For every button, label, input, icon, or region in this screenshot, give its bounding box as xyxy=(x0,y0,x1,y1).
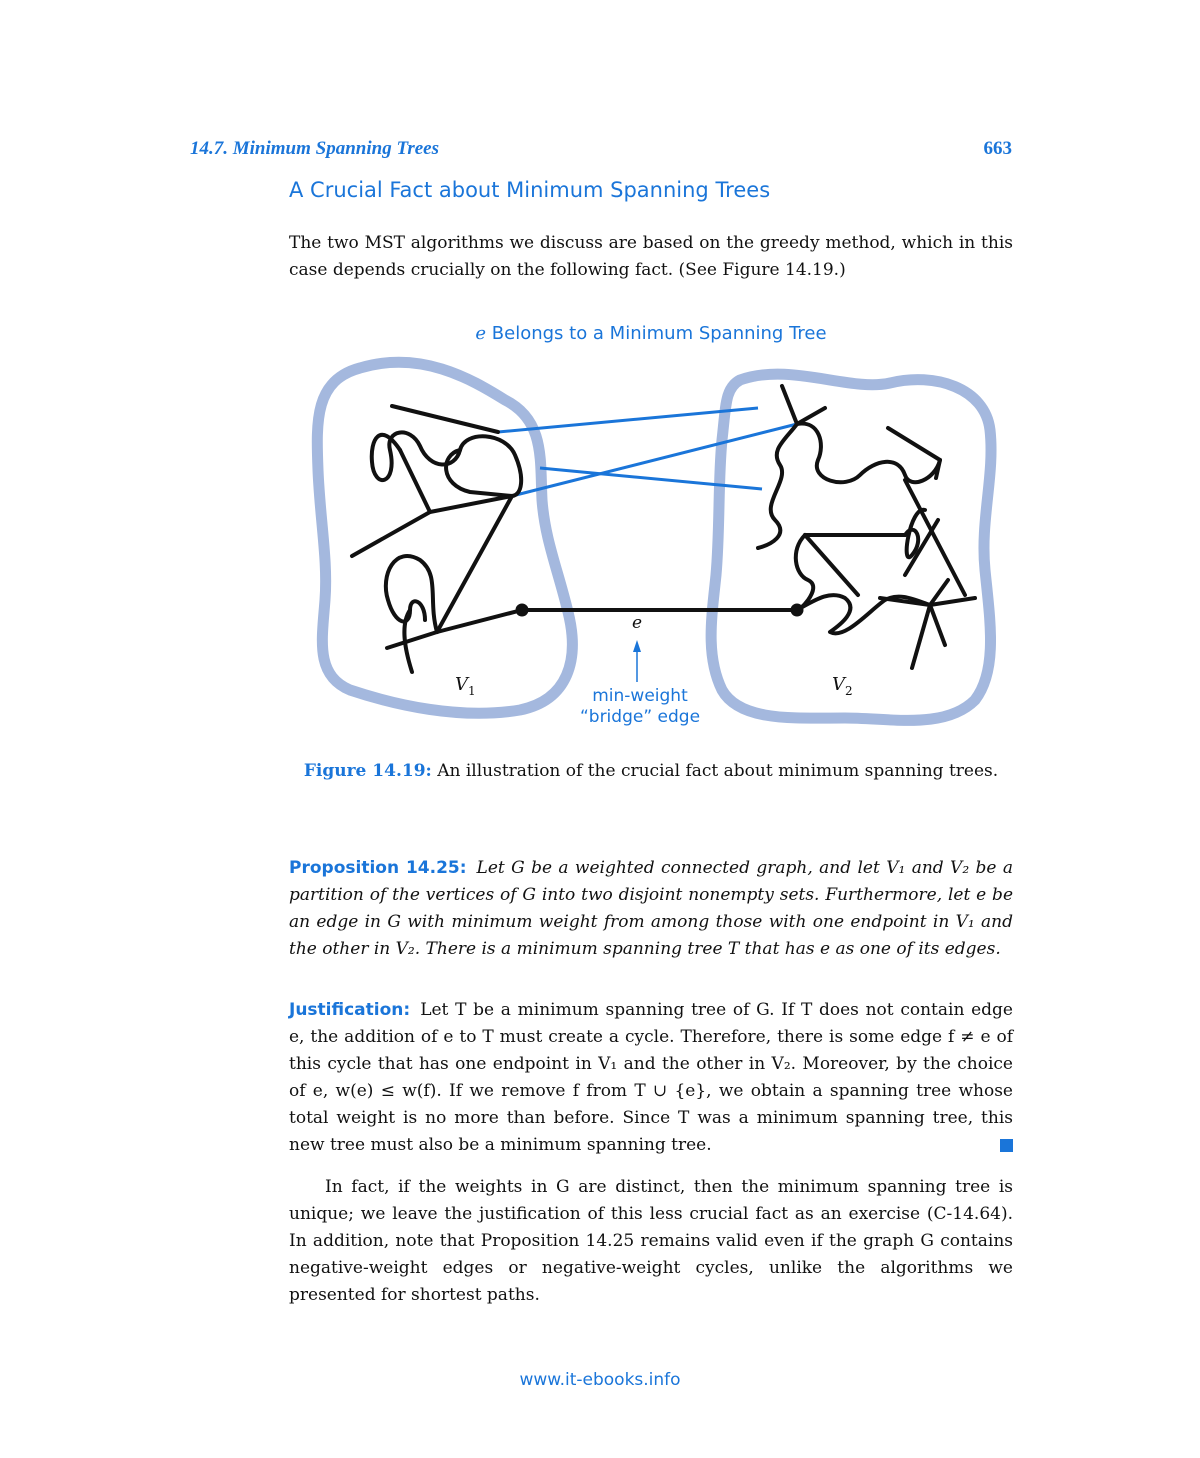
region-v2 xyxy=(711,374,991,720)
header-section: 14.7. Minimum Spanning Trees xyxy=(190,138,439,159)
section-title: A Crucial Fact about Minimum Spanning Trees xyxy=(289,178,771,202)
proposition xyxy=(289,855,1013,963)
justification-text: Let T be a minimum spanning tree of G. If T does not contain edge e, the addition of e to T must create a cycle. Therefore, there is some edge f ≠ e of this cycle that has one endpoint in V₁ and the other in V₂. Moreover, by the choice of e, w(e) ≤ w(f). If we remove f from T ∪ {e}, we obtain a spanning tree whose total weight is no more than before. Since T was a minimum spanning tree, this new tree must also be a minimum spanning tree. xyxy=(289,1000,1013,1155)
annotation-line1: min-weight xyxy=(592,686,688,706)
figure-caption xyxy=(289,761,1013,781)
annotation-line2: “bridge” edge xyxy=(579,707,701,727)
tree-edge xyxy=(400,450,430,512)
footer-link[interactable]: www.it-ebooks.info xyxy=(519,1370,681,1390)
page-number: 663 xyxy=(983,138,1012,159)
tree-edge xyxy=(782,386,825,424)
tree-edge xyxy=(905,480,965,595)
tree-edge xyxy=(758,424,797,548)
tree-edge xyxy=(437,496,512,632)
tree-edge xyxy=(797,424,940,483)
proposition-text: Let G be a weighted connected graph, and let V₁ and V₂ be a partition of the vertices of G into two disjoint nonempty sets. Furthermore, let e be an edge in G with minimum weight from among those with one endpoint in V₁ and the other in V₂. There is a minimum spanning tree T that has e as one of its edges. xyxy=(289,858,1013,959)
bridge-endpoint-v2 xyxy=(791,604,804,617)
caption-label: Figure 14.19: xyxy=(303,761,432,781)
tree-edge xyxy=(387,632,437,648)
figure-title-var: e xyxy=(475,323,487,344)
qed-square-icon xyxy=(1000,1139,1013,1152)
tree-edge xyxy=(437,610,522,632)
cross-edge xyxy=(540,468,762,489)
label-v2: $V_2$ xyxy=(832,674,853,698)
tree-edge xyxy=(392,406,498,432)
intro-paragraph: The two MST algorithms we discuss are based on the greedy method, which in this case depends crucially on the following fact. (See Figure 14.19.) xyxy=(289,233,1013,280)
tree-edge xyxy=(888,428,940,478)
tree-v1 xyxy=(352,406,522,672)
tree-edge xyxy=(352,496,512,556)
region-v1 xyxy=(317,362,572,713)
annotation-arrow-head xyxy=(633,640,641,652)
justification-label: Justification: xyxy=(289,1000,411,1020)
tree-edge xyxy=(930,605,945,645)
label-v1: $V_1$ xyxy=(455,674,476,698)
justification xyxy=(289,997,1013,1159)
proposition-label: Proposition 14.25: xyxy=(289,858,467,878)
cross-edge xyxy=(512,424,797,496)
tree-edge xyxy=(880,598,975,605)
tree-edge xyxy=(912,605,930,668)
caption-text: An illustration of the crucial fact about minimum spanning trees. xyxy=(431,761,999,781)
tree-edge xyxy=(796,535,813,611)
tree-v2 xyxy=(758,386,975,668)
edge-label-e: e xyxy=(632,613,643,633)
tree-edge xyxy=(386,556,437,632)
figure-title-text: Belongs to a Minimum Spanning Tree xyxy=(486,323,827,344)
closing-paragraph: In fact, if the weights in G are distinct, then the minimum spanning tree is unique; we leave the justification of this less crucial fact as an exercise (C-14.64). In addition, note that Proposition 14.25 remains valid even if the graph G contains negative-weight edges or negative-weight cycles, unlike the algorithms we presented for shortest paths. xyxy=(289,1177,1013,1305)
bridge-endpoint-v1 xyxy=(516,604,529,617)
